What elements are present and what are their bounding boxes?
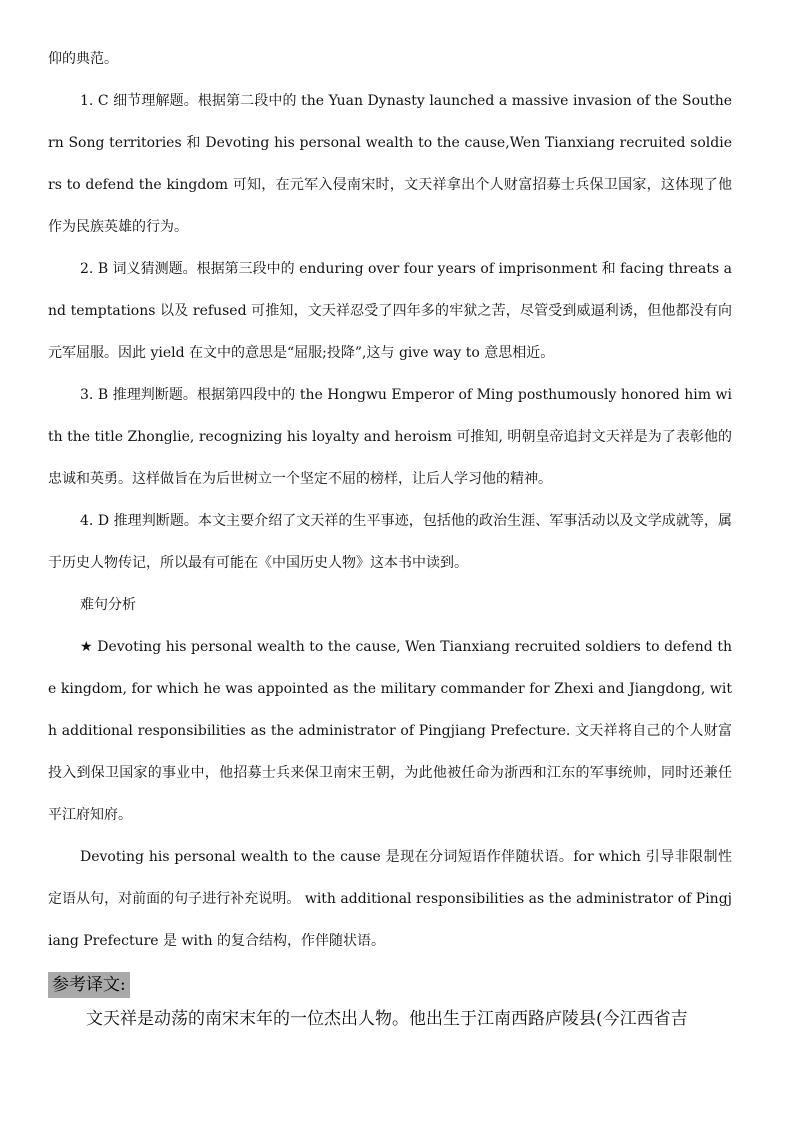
answer-2-explanation: 2. B 词义猜测题。根据第三段中的 enduring over four years of imprisonment 和 facing threats and temptations 以及 refused 可推知，文天祥忍受了四年多的牢狱之苦，尽管受到威逼利诱，但他都没有向元军屈服。因此 yield 在文中的意思是“屈服;投降”,这与 give way to 意思相近。 (48, 261, 732, 361)
answer-3-explanation: 3. B 推理判断题。根据第四段中的 the Hongwu Emperor of Ming posthumously honored him with the title Zhonglie, recognizing his loyalty and heroism 可推知, 明朝皇帝追封文天祥是为了表彰他的忠诚和英勇。这样做旨在为后世树立一个坚定不屈的榜样，让后人学习他的精神。 (48, 387, 732, 487)
document-page (48, 38, 732, 1036)
translation-text: 文天祥是动荡的南宋末年的一位杰出人物。他出生于江南西路庐陵县(今江西省吉 (86, 1009, 688, 1029)
translation-heading: 参考译文: (48, 972, 130, 998)
answer-1-explanation: 1. C 细节理解题。根据第二段中的 the Yuan Dynasty launched a massive invasion of the Southern Song territories 和 Devoting his personal wealth to the cause,Wen Tianxiang recruited soldiers to defend the kingdom 可知，在元军入侵南宋时，文天祥拿出个人财富招募士兵保卫国家，这体现了他作为民族英雄的行为。 (48, 93, 732, 235)
continuation-line: 仰的典范。 (48, 51, 118, 67)
difficult-sentence-heading: 难句分析 (80, 597, 136, 613)
difficult-sentence-analysis: Devoting his personal wealth to the cause 是现在分词短语作伴随状语。for which 引导非限制性定语从句，对前面的句子进行补充说明。 with additional responsibilities as the administrator of Pingjiang Prefecture 是 with 的复合结构，作伴随状语。 (48, 849, 732, 949)
translation-heading-wrap (48, 968, 732, 1002)
answer-4-explanation: 4. D 推理判断题。本文主要介绍了文天祥的生平事迹，包括他的政治生涯、军事活动以及文学成就等，属于历史人物传记，所以最有可能在《中国历史人物》这本书中读到。 (48, 513, 732, 571)
difficult-sentence-example: ★ Devoting his personal wealth to the cause, Wen Tianxiang recruited soldiers to defend the kingdom, for which he was appointed as the military commander for Zhexi and Jiangdong, with additional responsibilities as the administrator of Pingjiang Prefecture. 文天祥将自己的个人财富投入到保卫国家的事业中，他招募士兵来保卫南宋王朝，为此他被任命为浙西和江东的军事统帅，同时还兼任平江府知府。 (48, 639, 732, 823)
